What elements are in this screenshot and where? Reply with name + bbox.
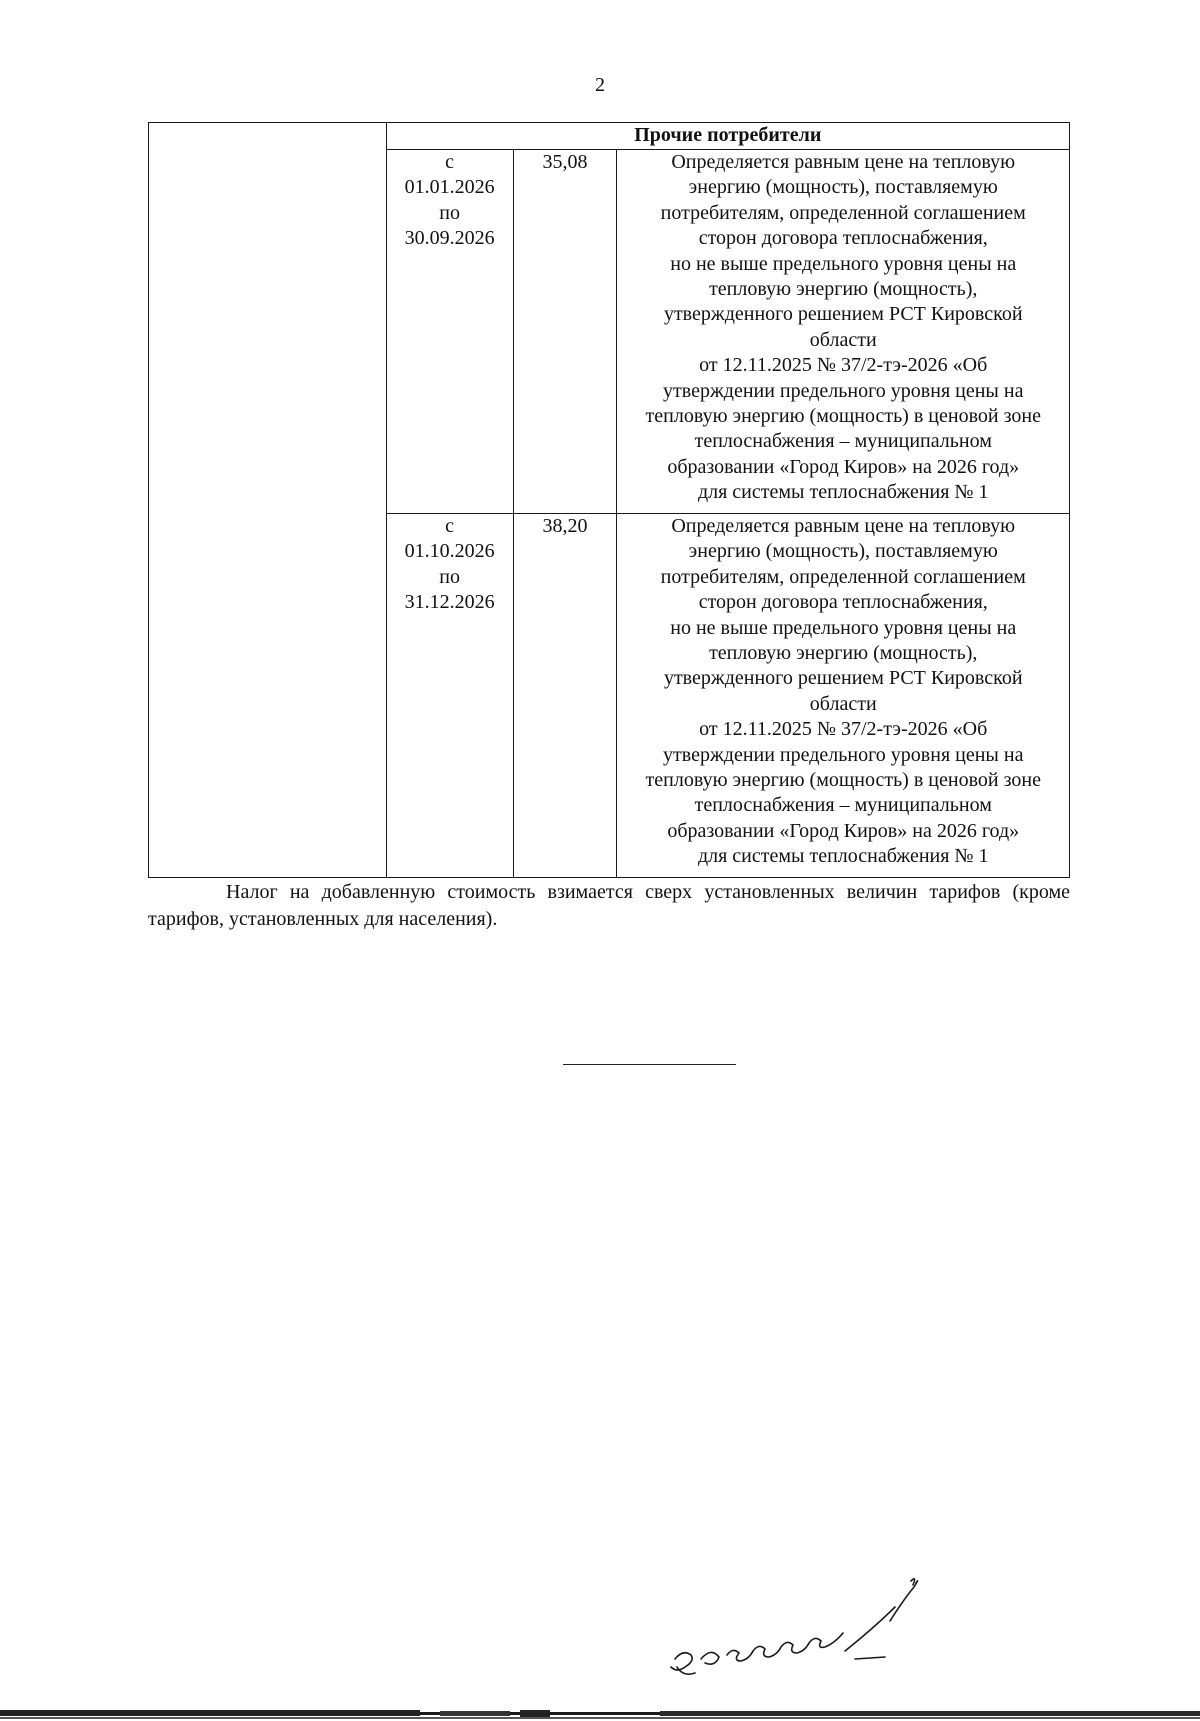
period-to-label: по [439, 565, 460, 588]
description-line: энергию (мощность), поставляемую [688, 176, 998, 199]
scan-border-strip [0, 1708, 1200, 1721]
table-header-row [149, 123, 1070, 150]
description-line: утвержденного решением РСТ Кировской [663, 303, 1023, 326]
period-from-label: с [445, 515, 455, 537]
description-line: потребителям, определенной соглашением [660, 565, 1026, 588]
period-cell [386, 514, 513, 878]
end-divider [563, 1064, 736, 1065]
period-end-date: 30.09.2026 [404, 227, 495, 250]
tariff-table [148, 122, 1070, 878]
period-cell [386, 150, 513, 514]
description-line: сторон договора теплоснабжения, [698, 591, 988, 614]
description-line: потребителям, определенной соглашением [660, 201, 1026, 224]
description-line: сторон договора теплоснабжения, [698, 227, 988, 250]
description-line: теплоснабжения – муниципальном [694, 794, 992, 817]
handwritten-signature-icon [655, 1555, 955, 1700]
period-end-date: 31.12.2026 [404, 591, 495, 614]
vat-note: Налог на добавленную стоимость взимается сверх установленных величин тарифов (кроме тарифов, установленных для населения). [148, 881, 1070, 930]
description-line: тепловую энергию (мощность), [709, 278, 978, 301]
period-from-label: с [445, 151, 455, 173]
page-number: 2 [595, 74, 605, 96]
description-line: образовании «Город Киров» на 2026 год» [667, 455, 1020, 478]
blank-left-cell [149, 123, 387, 878]
rate-cell: 35,08 [513, 150, 617, 514]
period-to-label: по [439, 201, 460, 224]
description-line: для системы теплоснабжения № 1 [697, 845, 989, 868]
description-line: образовании «Город Киров» на 2026 год» [667, 819, 1020, 842]
description-line: области [809, 328, 877, 351]
description-line: утверждении предельного уровня цены на [663, 379, 1024, 402]
description-line: от 12.11.2025 № 37/2-тэ-2026 «Об [699, 718, 988, 741]
description-line: но не выше предельного уровня цены на [670, 252, 1017, 275]
section-header: Прочие потребители [386, 123, 1069, 150]
period-start-date: 01.01.2026 [404, 176, 495, 199]
description-line: Определяется равным цене на тепловую [671, 151, 1016, 173]
rate-cell: 38,20 [513, 514, 617, 878]
description-line: тепловую энергию (мощность), [709, 642, 978, 665]
description-line: утверждении предельного уровня цены на [663, 743, 1024, 766]
description-line: тепловую энергию (мощность) в ценовой зоне [645, 405, 1041, 428]
description-cell [617, 514, 1070, 878]
description-line: для системы теплоснабжения № 1 [697, 481, 989, 504]
description-cell [617, 150, 1070, 514]
period-start-date: 01.10.2026 [404, 540, 495, 563]
description-line: но не выше предельного уровня цены на [670, 616, 1017, 639]
description-line: от 12.11.2025 № 37/2-тэ-2026 «Об [699, 354, 988, 377]
description-line: области [809, 692, 877, 715]
description-line: утвержденного решением РСТ Кировской [663, 667, 1023, 690]
description-line: Определяется равным цене на тепловую [671, 515, 1016, 537]
description-line: теплоснабжения – муниципальном [694, 430, 992, 453]
description-line: тепловую энергию (мощность) в ценовой зоне [645, 769, 1041, 792]
description-line: энергию (мощность), поставляемую [688, 540, 998, 563]
